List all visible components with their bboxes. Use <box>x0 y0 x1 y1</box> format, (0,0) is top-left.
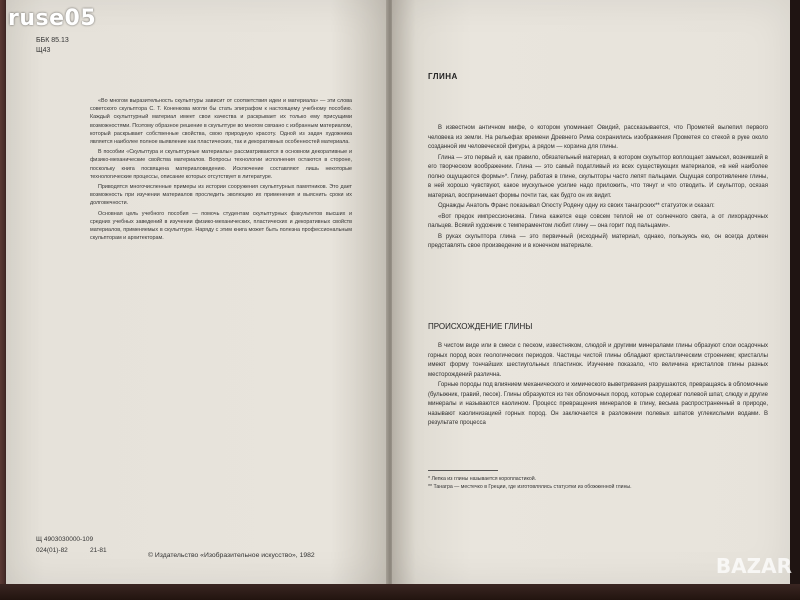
catalog-code-line1: Щ 4903030000-109 <box>36 536 94 543</box>
bbk-code <box>36 36 69 56</box>
bbk-line: ББК 85.13 <box>36 37 69 44</box>
right-page <box>392 0 790 584</box>
footnote: * Лепка из глины называется коропластикой. <box>428 476 537 482</box>
footnote-separator <box>428 470 498 471</box>
body-paragraph: В известном античном мифе, о котором упоминает Овидий, рассказывается, что Прометей вылепил первого человека из земли. На рельефах времени Древнего Рима сохранились изображения Прометея со стекой в руке около созданной им человеческой фигуры, а рядом — корзина для глины. <box>428 125 768 150</box>
left-page <box>6 0 388 584</box>
book-abstract <box>90 97 352 244</box>
body-paragraph: Однажды Анатоль Франс показывал Огюсту Родену одну из своих танагрских** статуэток и сказал: <box>438 203 715 209</box>
chapter-body <box>428 124 768 253</box>
abstract-paragraph: Основная цель учебного пособия — помочь студентам скульптурных факультетов высших и средних учебных заведений в изучении физико-механических, пластических и декоративных свойств материалов, применяемых в скульптуре. Наряду с этим книга может быть полезна профессиональным скульпторам и архитекторам. <box>90 210 352 242</box>
abstract-paragraph: «Во многом выразительность скульптуры зависит от соответствия идеи и материала» — эти слова советского скульптора С. Т. Коненкова могли бы стать эпиграфом к настоящему учебному пособию. Каждый скульптурный материал имеет свои качества и раскрывает их только ему присущими возможностями. Поэтому образное решение в скульптуре во многом связано с избранным материалом, который раскрывает собственные свойства, свою природную красоту. Одной из задач художника является наиболее полное выявление как пластических, так и декоративных особенностей материала. <box>90 98 352 146</box>
footnote: ** Танагра — местечко в Греции, где изготовлялись статуэтки из обожженной глины. <box>428 484 632 490</box>
site-watermark: ruse05 <box>8 6 97 31</box>
section-body <box>428 342 768 430</box>
abstract-paragraph: Приводятся многочисленные примеры из истории сооружения скульптурных памятников. Это дает возможность при изучении материалов проследить эволюцию их применения и выяснить сроки их долговечности. <box>90 184 352 207</box>
chapter-title: ГЛИНА <box>428 72 458 81</box>
copyright-line: © Издательство «Изобразительное искусство», 1982 <box>148 552 315 559</box>
corner-logo: BAZAR <box>715 554 792 578</box>
body-paragraph: Глина — это первый и, как правило, обязательный материал, в котором скульптор воплощает замысел, возникший в его творческом воображении. Глина — это самый податливый из всех существующих материалов, «в ней наиболее полно ощущаются формы»*. Глину, работая в глине, скульпторы часто лепят пальцами. Ощущая сопротивление глины, в ней хорошо чувствуют, какое мускульное усилие надо приложить, что тянут и что отводить. И скульптор, осязая материал, воспринимает формы почти так, как будто он их видит. <box>428 154 768 199</box>
body-paragraph: «Вот предок импрессионизма. Глина кажется еще совсем теплой не от солнечного света, а от лихорадочных пальцев. Всякий художник с темпераментом любит глину — она горит под пальцами». <box>428 213 768 229</box>
footnotes <box>428 475 773 491</box>
catalog-code-line2: 024(01)-82 <box>36 547 68 554</box>
section-title: ПРОИСХОЖДЕНИЕ ГЛИНЫ <box>428 322 533 331</box>
section-paragraph: Горные породы под влиянием механического и химического выветривания разрушаются, превращаясь в обломочные (булыжник, гравий, песок). Глины образуются из тех обломочных пород, которые содержат полевой шпат, слюду и другие минералы и называются каолином. Процесс превращения минералов в глину, весьма распространенный в природе, называют каолинизацией горных пород. Он заключается в разложении полевых шпатов углекислыми водами. В результате процесса <box>428 382 768 426</box>
abstract-paragraph: В пособии «Скульптура и скульптурные материалы» рассматриваются в основном декоративные и физико-механические свойства материалов. Вопросы технологии исполнения остаются в стороне, поскольку книга посвящена материаловедению. Исключение составляют лишь некоторые технологические процессы, описание которых отсутствует в литературе. <box>90 149 352 180</box>
body-paragraph: В руках скульптора глина — это первичный (исходный) материал, однако, пользуясь ею, он всегда должен представлять свое произведение и в конечном материале. <box>428 233 768 249</box>
book-bottom-edge <box>0 584 800 600</box>
bbk-line: Щ43 <box>36 47 51 54</box>
catalog-code-line3: 21-81 <box>90 547 107 554</box>
section-paragraph: В чистом виде или в смеси с песком, известняком, слюдой и другими минералами глины образуют слои осадочных горных пород всех геологических периодов. Частицы чистой глины обладают кристаллическим строением; кристаллы имеют форму тончайших шестиугольных пластинок. Изучение показало, что величина кристаллов глины разных месторождений различна. <box>428 343 768 378</box>
